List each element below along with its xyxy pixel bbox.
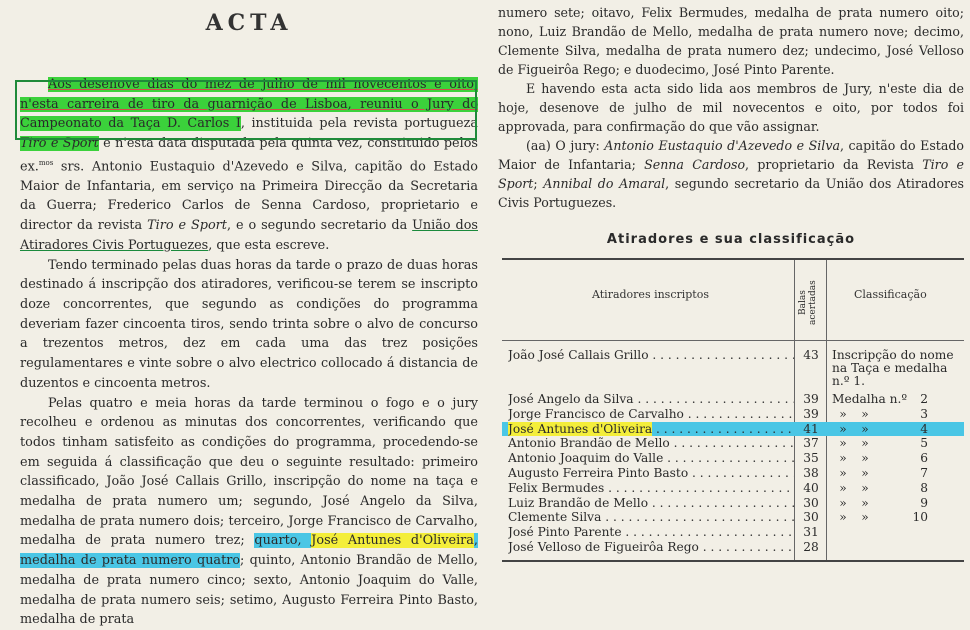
- row-balas: 28: [803, 539, 819, 554]
- right-text: [498, 3, 964, 212]
- row-name: José Angelo da Silva . . .: [508, 392, 794, 407]
- row-balas: 38: [803, 465, 819, 480]
- row-balas: 30: [803, 510, 819, 525]
- row-classification: » » 9: [839, 495, 928, 510]
- row-balas: 43: [803, 348, 819, 362]
- table-row: [502, 525, 964, 540]
- row-balas: 40: [803, 480, 819, 495]
- row-classification: Medalha n.º 2: [832, 392, 928, 406]
- header-balas: Balas acertadas: [798, 280, 818, 326]
- table-row: [502, 392, 964, 407]
- row-name: Antonio Joaquim do Valle . . .: [508, 451, 794, 466]
- row-classification: » » 4: [839, 421, 928, 436]
- row-balas: 30: [803, 495, 819, 510]
- header-name: Atiradores inscriptos: [592, 288, 709, 301]
- row-balas: 41: [803, 421, 819, 436]
- row-classification: » » 8: [839, 480, 928, 495]
- paragraph-opening: Aos desenove dias do mez de julho de mil novecentos e oito, n'esta carreira de tiro da guarnição de Lisboa, reuniu o Jury do Campeonato da Taça D. Carlos I, instituida pela revista portugueza Tiro e Sport e n'esta data disputada pela quinta vez, constituido pelos ex.$^{mos}$ srs. Antonio Eustaquio d'Azevedo e Silva, capitão do Estado Maior de Infantaria, em serviço na Primeira Direcção da Secretaria da Guerra; Frederico Carlos de Senna Cardoso, proprietario e director da revista Tiro e Sport, e o segundo secretario da União dos Atiradores Civis Portuguezes, que esta escreve.: [20, 77, 478, 253]
- table-title: Atiradores e sua classificação: [606, 232, 856, 247]
- table-row: [502, 422, 964, 437]
- table-row: [502, 407, 964, 422]
- header-classification: Classificação: [854, 288, 927, 301]
- row-name: João José Callais Grillo . . .: [508, 348, 794, 363]
- row-classification: » » 10: [839, 510, 928, 525]
- row-classification: Inscripção do nome na Taça e medalha n.º 1.: [832, 348, 954, 388]
- row-balas: 31: [803, 525, 819, 540]
- row-name: Jorge Francisco de Carvalho . . .: [508, 407, 794, 422]
- left-text: [20, 75, 478, 630]
- paragraph-signatures: (aa) O jury: Antonio Eustaquio d'Azevedo e Silva, capitão do Estado Maior de Infantaria; Senna Cardoso, proprietario da Revista Tiro e Sport; Annibal do Amaral, segundo secretario da União dos Atiradores Civis Portuguezes.: [498, 138, 965, 210]
- paragraph-results: Pelas quatro e meia horas da tarde terminou o fogo e o jury recolheu e ordenou as minutas dos concorrentes, verificando que todos tinham satisfeito as condições do programma, procedendo-se em seguida á classificação que deu o seguinte resultado: primeiro classificado, João José Callais Grillo, inscripção do nome na taça e medalha de prata numero um; segundo, José Angelo da Silva, medalha de prata numero dois; terceiro, Jorge Francisco de Carvalho, medalha de prata numero trez; quarto, José Antunes d'Oliveira, medalha de prata numero quatro; quinto, Antonio Brandão de Mello, medalha de prata numero cinco; sexto, Antonio Joaquim do Valle, medalha de prata numero seis; setimo, Augusto Ferreira Pinto Basto, medalha de prata: [20, 395, 478, 628]
- row-balas: 39: [803, 406, 819, 421]
- row-classification: » » 7: [839, 465, 928, 480]
- table-row: [502, 510, 964, 525]
- row-name: José Pinto Parente . . .: [508, 525, 794, 540]
- row-classification: » » 6: [839, 451, 928, 466]
- table-row: [502, 466, 964, 481]
- row-name: Clemente Silva . . .: [508, 510, 794, 525]
- paragraph-continuation: numero sete; oitavo, Felix Bermudes, medalha de prata numero oito; nono, Luiz Brandão de Mello, medalha de prata numero nove; decimo, Clemente Silva, medalha de prata numero dez; undecimo, José Velloso de Figueirôa Rego; e duodecimo, José Pinto Parente.: [498, 5, 964, 77]
- paragraph-inscription: Tendo terminado pelas duas horas da tarde o prazo de duas horas destinado á inscripção dos atiradores, verificou-se terem se inscripto doze concorrentes, que segundo as condições do programma deveriam fazer cincoenta tiros, sendo trinta sobre o alvo de concurso a trezentos metros, dez em cada uma das trez posições regulamentares e vinte sobre o alvo electrico collocado á distancia de duzentos e cincoenta metros.: [20, 257, 478, 391]
- row-name: Felix Bermudes . . .: [508, 481, 794, 496]
- row-name: Luiz Brandão de Mello . . .: [508, 496, 794, 511]
- paragraph-approval: E havendo esta acta sido lida aos membros de Jury, n'este dia de hoje, desenove de julho de mil novecentos e oito, por todos foi approvada, para confirmação do que vão assignar.: [498, 81, 964, 134]
- table-row: [502, 348, 964, 392]
- row-name: Augusto Ferreira Pinto Basto . . .: [508, 466, 794, 481]
- table-row: [502, 481, 964, 496]
- row-balas: 37: [803, 436, 819, 451]
- right-column: [498, 0, 964, 252]
- row-balas: 35: [803, 451, 819, 466]
- page-title: ACTA: [205, 10, 293, 36]
- row-name: José Velloso de Figueirôa Rego . . .: [508, 540, 794, 555]
- table-body: [502, 348, 964, 555]
- table-row: [502, 436, 964, 451]
- table-row: [502, 540, 964, 555]
- row-classification: » » 3: [839, 406, 928, 421]
- row-name: José Antunes d'Oliveira . . .: [508, 422, 794, 437]
- left-column: [20, 0, 478, 630]
- table-row: [502, 451, 964, 466]
- row-balas: 39: [803, 392, 819, 406]
- row-name: Antonio Brandão de Mello . . .: [508, 436, 794, 451]
- table-row: [502, 496, 964, 511]
- row-classification: » » 5: [839, 436, 928, 451]
- classification-table: [502, 258, 964, 562]
